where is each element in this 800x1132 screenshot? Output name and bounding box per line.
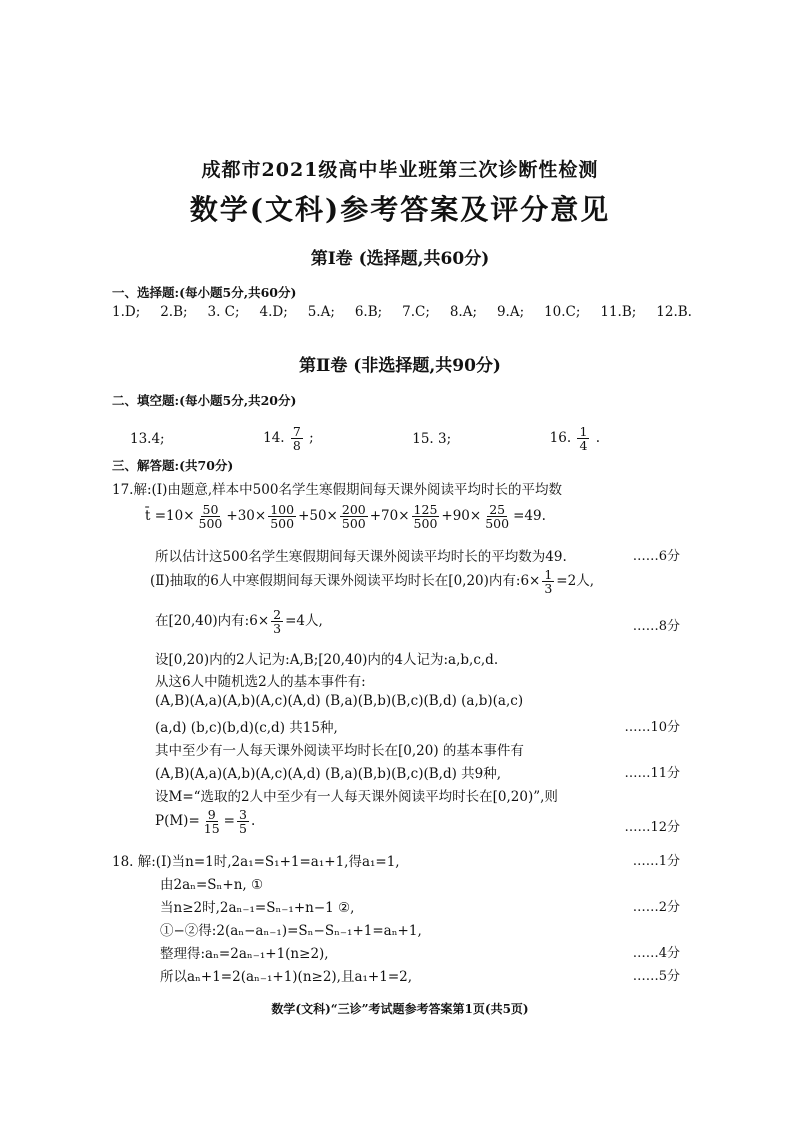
score-mark: ……6分 bbox=[632, 549, 680, 564]
q18-line: 18. 解:(Ⅰ)当n=1时,2a₁=S₁+1=a₁+1,得a₁=1, bbox=[112, 854, 400, 870]
document-title: 数学(文科)参考答案及评分意见 bbox=[189, 193, 611, 226]
score-mark: ……2分 bbox=[632, 900, 680, 915]
mc-answer: 8.A; bbox=[449, 304, 478, 320]
fill-answer-15: 15. 3; bbox=[412, 430, 452, 447]
q17-line: 其中至少有一人每天课外阅读平均时长在[0,20) 的基本事件有 bbox=[155, 743, 524, 759]
score-mark: ……12分 bbox=[624, 820, 680, 835]
q18-line: 整理得:aₙ=2aₙ₋₁+1(n≥2), bbox=[160, 946, 329, 962]
score-mark: ……11分 bbox=[624, 766, 680, 781]
score-mark: ……4分 bbox=[632, 946, 680, 961]
fill-answer-16: 16. $\frac{1}{4}$ . bbox=[549, 424, 600, 454]
score-mark: ……5分 bbox=[632, 969, 680, 984]
fill-blank-answers bbox=[130, 425, 600, 452]
q17-line: 从这6人中随机选2人的基本事件有: bbox=[155, 674, 366, 690]
mc-answer: 12.B. bbox=[656, 304, 692, 320]
score-mark: ……8分 bbox=[632, 619, 680, 634]
q17-line: 在[20,40)内有:6× $\frac{2}{3}$ =4人, bbox=[155, 607, 323, 637]
section2-label: 二、填空题:(每小题5分,共20分) bbox=[112, 393, 297, 408]
q18-line: 所以aₙ+1=2(aₙ₋₁+1)(n≥2),且a₁+1=2, bbox=[160, 969, 413, 985]
mc-answer: 9.A; bbox=[496, 304, 525, 320]
q18-line: 由2aₙ=Sₙ+n, ① bbox=[160, 877, 264, 893]
q18-line: 当n≥2时,2aₙ₋₁=Sₙ₋₁+n−1 ②, bbox=[160, 900, 355, 916]
q17-line: (Ⅱ)抽取的6人中寒假期间每天课外阅读平均时长在[0,20)内有:6× $\frac{1}{3}$ =2人, bbox=[150, 567, 594, 597]
mc-answer: 10.C; bbox=[544, 304, 581, 320]
q17-line: 17.解:(Ⅰ)由题意,样本中500名学生寒假期间每天课外阅读平均时长的平均数 bbox=[112, 482, 562, 498]
part1-heading: 第Ⅰ卷 (选择题,共60分) bbox=[310, 249, 490, 269]
q17-probability: P(M)= $\frac{9}{15}$ = $\frac{3}{5}$ . bbox=[155, 807, 256, 837]
fill-answer-13: 13.4; bbox=[130, 430, 165, 447]
mc-answer: 4.D; bbox=[259, 304, 288, 320]
exam-title: 成都市2021级高中毕业班第三次诊断性检测 bbox=[201, 159, 599, 181]
q17-mean-formula: t̄ =10× $\frac{50}{500}$ +30× $\frac{100}{500}$ +50× $\frac{200}{500}$ +70× $\frac{125}{500}$ +90× $\frac{25}{500}$ =49. bbox=[145, 502, 546, 532]
mc-answer: 11.B; bbox=[600, 304, 637, 320]
section3-label: 三、解答题:(共70分) bbox=[112, 458, 234, 473]
q18-line: ①−②得:2(aₙ−aₙ₋₁)=Sₙ−Sₙ₋₁+1=aₙ+1, bbox=[160, 923, 422, 939]
fill-answer-14: 14. $\frac{7}{8}$ ; bbox=[263, 424, 314, 454]
fraction: $\frac{7}{8}$ bbox=[292, 424, 301, 454]
q17-line: (A,B)(A,a)(A,b)(A,c)(A,d) (B,a)(B,b)(B,c)(B,d) 共9种, bbox=[155, 766, 502, 782]
mc-answer: 5.A; bbox=[307, 304, 335, 320]
q17-line: 所以估计这500名学生寒假期间每天课外阅读平均时长的平均数为49. bbox=[155, 549, 567, 565]
part2-heading: 第Ⅱ卷 (非选择题,共90分) bbox=[299, 356, 501, 376]
page-footer: 数学(文科)“三诊”考试题参考答案第1页(共5页) bbox=[271, 1002, 529, 1016]
mc-answer: 7.C; bbox=[402, 304, 430, 320]
mc-answer: 6.B; bbox=[354, 304, 383, 320]
score-mark: ……1分 bbox=[632, 854, 680, 869]
score-mark: ……10分 bbox=[624, 720, 680, 735]
mc-answer: 3. C; bbox=[207, 304, 240, 320]
fraction: $\frac{1}{4}$ bbox=[579, 424, 588, 454]
section1-label: 一、选择题:(每小题5分,共60分) bbox=[112, 285, 297, 300]
q17-line: (a,d) (b,c)(b,d)(c,d) 共15种, bbox=[155, 720, 338, 736]
q17-line: 设M=“选取的2人中至少有一人每天课外阅读平均时长在[0,20)”,则 bbox=[155, 789, 558, 805]
multiple-choice-answers bbox=[112, 304, 692, 320]
q17-line: (A,B)(A,a)(A,b)(A,c)(A,d) (B,a)(B,b)(B,c)(B,d) (a,b)(a,c) bbox=[155, 693, 524, 709]
mc-answer: 2.B; bbox=[160, 304, 188, 320]
q17-line: 设[0,20)内的2人记为:A,B;[20,40)内的4人记为:a,b,c,d. bbox=[155, 652, 499, 668]
mc-answer: 1.D; bbox=[112, 304, 141, 320]
